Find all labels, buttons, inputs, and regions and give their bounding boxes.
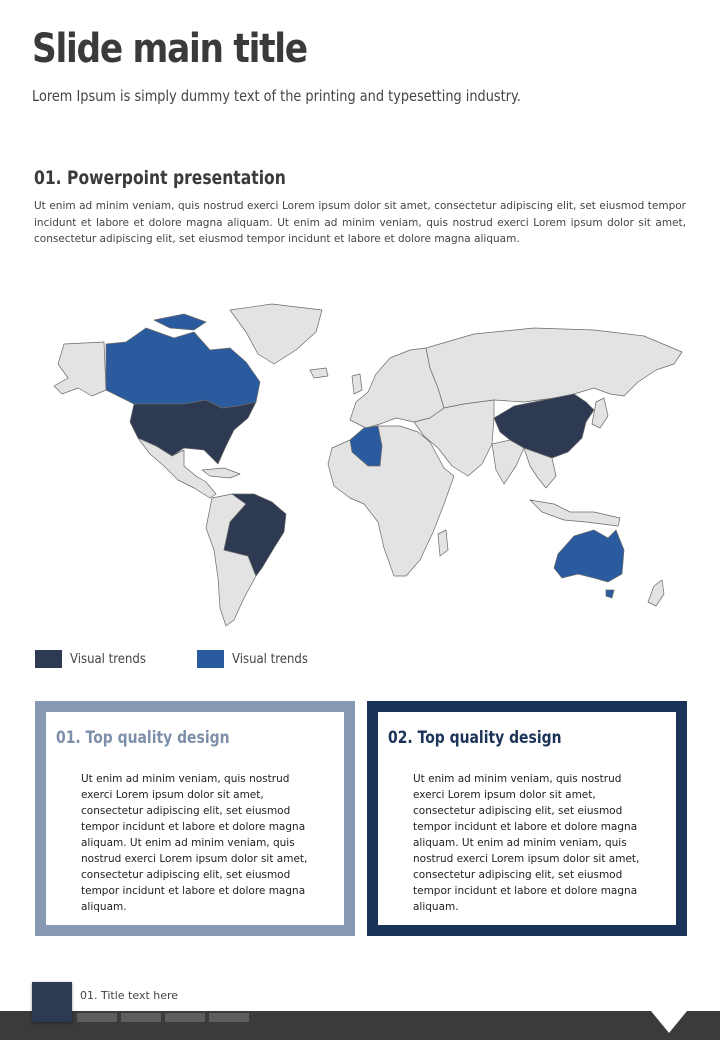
info-card-2-panel xyxy=(378,712,676,925)
info-card-1-title: 01. Top quality design xyxy=(56,728,230,748)
map-region-alaska xyxy=(54,342,106,396)
legend-label-1: Visual trends xyxy=(70,651,146,667)
map-region-india xyxy=(492,440,524,484)
footer-notch xyxy=(651,1011,687,1033)
legend-item-2 xyxy=(197,650,316,668)
footer-tab-3 xyxy=(165,1013,205,1022)
map-region-indonesia xyxy=(530,500,620,526)
info-card-2-body: Ut enim ad minim veniam, quis nostrud exerci Lorem ipsum dolor sit amet, consectetur adipiscing elit, set eiusmod tempor incidunt et labore et dolore magna aliquam. Ut enim ad minim veniam, quis nostrud exerci Lorem ipsum dolor sit amet, consectetur adipiscing elit, set eiusmod tempor incidunt et labore et dolore magna aliquam. xyxy=(413,773,640,913)
footer-square xyxy=(32,982,72,1022)
footer-title: 01. Title text here xyxy=(80,989,179,1002)
section-body: Ut enim ad minim veniam, quis nostrud exerci Lorem ipsum dolor sit amet, consectetur adipiscing elit, set eiusmod tempor incidunt et labore et dolore magna aliquam. Ut enim ad minim veniam, quis nostrud exerci Lorem ipsum dolor sit amet, consectetur adipiscing elit, set eiusmod tempor incidunt et labore et dolore magna aliquam. xyxy=(34,200,686,245)
page-title: Slide main title xyxy=(32,26,307,72)
map-region-japan xyxy=(592,398,608,428)
map-region-caribbean xyxy=(202,468,240,478)
footer-tab-2 xyxy=(121,1013,161,1022)
map-region-canada xyxy=(106,328,260,408)
world-map xyxy=(34,298,690,630)
footer-tab-4 xyxy=(209,1013,249,1022)
info-card-2 xyxy=(367,701,687,936)
map-region-uk xyxy=(352,374,362,394)
map-region-new-zealand xyxy=(648,580,664,606)
info-card-1-body: Ut enim ad minim veniam, quis nostrud exerci Lorem ipsum dolor sit amet, consectetur adipiscing elit, set eiusmod tempor incidunt et labore et dolore magna aliquam. Ut enim ad minim veniam, quis nostrud exerci Lorem ipsum dolor sit amet, consectetur adipiscing elit, set eiusmod tempor incidunt et labore et dolore magna aliquam. xyxy=(81,773,308,913)
map-region-madagascar xyxy=(438,530,448,556)
map-region-australia xyxy=(554,530,624,582)
legend-label-2: Visual trends xyxy=(232,651,308,667)
info-card-2-title: 02. Top quality design xyxy=(388,728,562,748)
map-region-canada-islands xyxy=(154,314,206,330)
footer-tab-1 xyxy=(77,1013,117,1022)
map-region-usa xyxy=(130,400,256,464)
map-region-russia xyxy=(426,328,682,408)
page-subtitle: Lorem Ipsum is simply dummy text of the printing and typesetting industry. xyxy=(32,87,521,105)
info-card-1 xyxy=(35,701,355,936)
info-card-1-panel xyxy=(46,712,344,925)
section-heading: 01. Powerpoint presentation xyxy=(34,167,286,189)
map-region-iceland xyxy=(310,368,328,378)
legend-item-1 xyxy=(35,650,154,668)
legend-swatch-2 xyxy=(197,650,224,668)
legend-swatch-1 xyxy=(35,650,62,668)
map-region-africa xyxy=(328,426,454,576)
map-region-greenland xyxy=(230,304,322,364)
map-region-tasmania xyxy=(606,590,614,598)
